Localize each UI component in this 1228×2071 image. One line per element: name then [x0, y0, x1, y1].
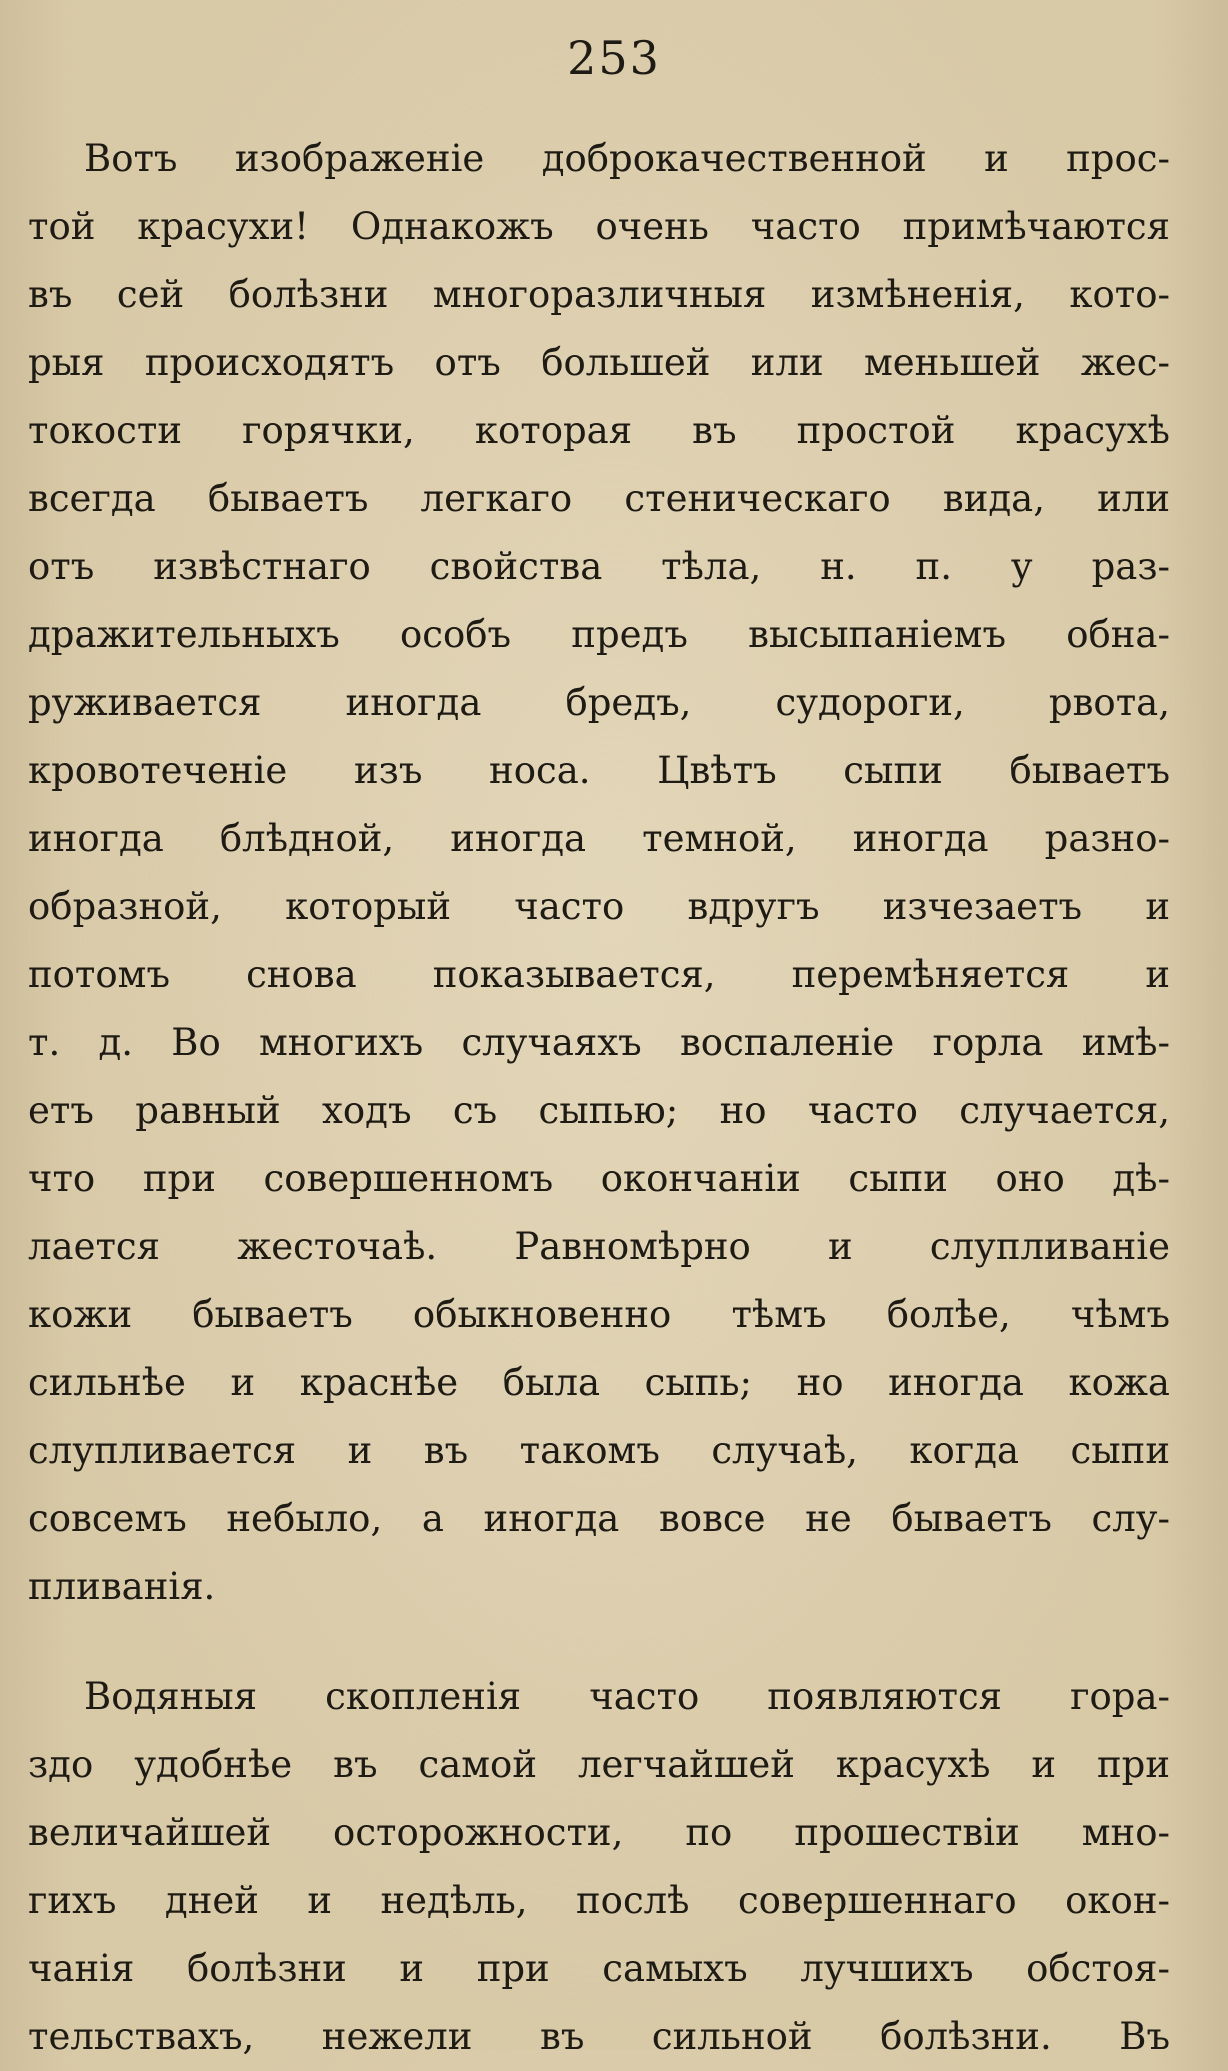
text-line: отъ извѣстнаго свойства тѣла, н. п. у раз- — [28, 545, 1170, 588]
text-line: рыя происходятъ отъ большей или меньшей жес- — [28, 341, 1170, 384]
text-line: величайшей осторожности, по прошествiи мно- — [28, 1811, 1170, 1854]
text-line: т. д. Во многихъ случаяхъ воспаленiе горла имѣ- — [28, 1021, 1170, 1064]
text-line: потомъ снова показывается, перемѣняется и — [28, 953, 1170, 996]
text-line: иногда блѣдной, иногда темной, иногда разно- — [28, 817, 1170, 860]
text-line: тельствахъ, нежели въ сильной болѣзни. Въ — [28, 2015, 1170, 2058]
text-line: етъ равный ходъ съ сыпью; но часто случается, — [28, 1089, 1170, 1132]
text-line: Водяныя скопленiя часто появляются гора- — [84, 1675, 1170, 1718]
text-line: что при совершенномъ окончанiи сыпи оно дѣ- — [28, 1157, 1170, 1200]
text-line: токости горячки, которая въ простой красухѣ — [28, 409, 1170, 452]
text-line: кровотеченiе изъ носа. Цвѣтъ сыпи бываетъ — [28, 749, 1170, 792]
text-line: дражительныхъ особъ предъ высыпанiемъ обна- — [28, 613, 1170, 656]
text-line: въ сей болѣзни многоразличныя измѣненiя, кото- — [28, 273, 1170, 316]
text-line: образной, который часто вдругъ изчезаетъ и — [28, 885, 1170, 928]
text-line: той красухи! Однакожъ очень часто примѣчаются — [28, 205, 1170, 248]
text-line: слупливается и въ такомъ случаѣ, когда сыпи — [28, 1429, 1170, 1472]
text-line: чанiя болѣзни и при самыхъ лучшихъ обстоя- — [28, 1947, 1170, 1990]
paragraph-1 — [28, 125, 1170, 1621]
paragraph-2 — [28, 1663, 1170, 2071]
text-line: руживается иногда бредъ, судороги, рвота, — [28, 681, 1170, 724]
text-line: здо удобнѣе въ самой легчайшей красухѣ и при — [28, 1743, 1170, 1786]
text-line: совсемъ небыло, а иногда вовсе не бываетъ слу- — [28, 1497, 1170, 1540]
text-line: всегда бываетъ легкаго стеническаго вида, или — [28, 477, 1170, 520]
text-line: сильнѣе и краснѣе была сыпь; но иногда кожа — [28, 1361, 1170, 1404]
text-line: Вотъ изображенiе доброкачественной и прос- — [84, 137, 1170, 180]
text-line: лается жесточаѣ. Равномѣрно и слупливанiе — [28, 1225, 1170, 1268]
body-text — [28, 125, 1170, 2071]
text-line: гихъ дней и недѣль, послѣ совершеннаго окон- — [28, 1879, 1170, 1922]
text-line: кожи бываетъ обыкновенно тѣмъ болѣе, чѣмъ — [28, 1293, 1170, 1336]
text-line: пливанiя. — [28, 1565, 216, 1608]
page-number: 253 — [567, 31, 661, 85]
